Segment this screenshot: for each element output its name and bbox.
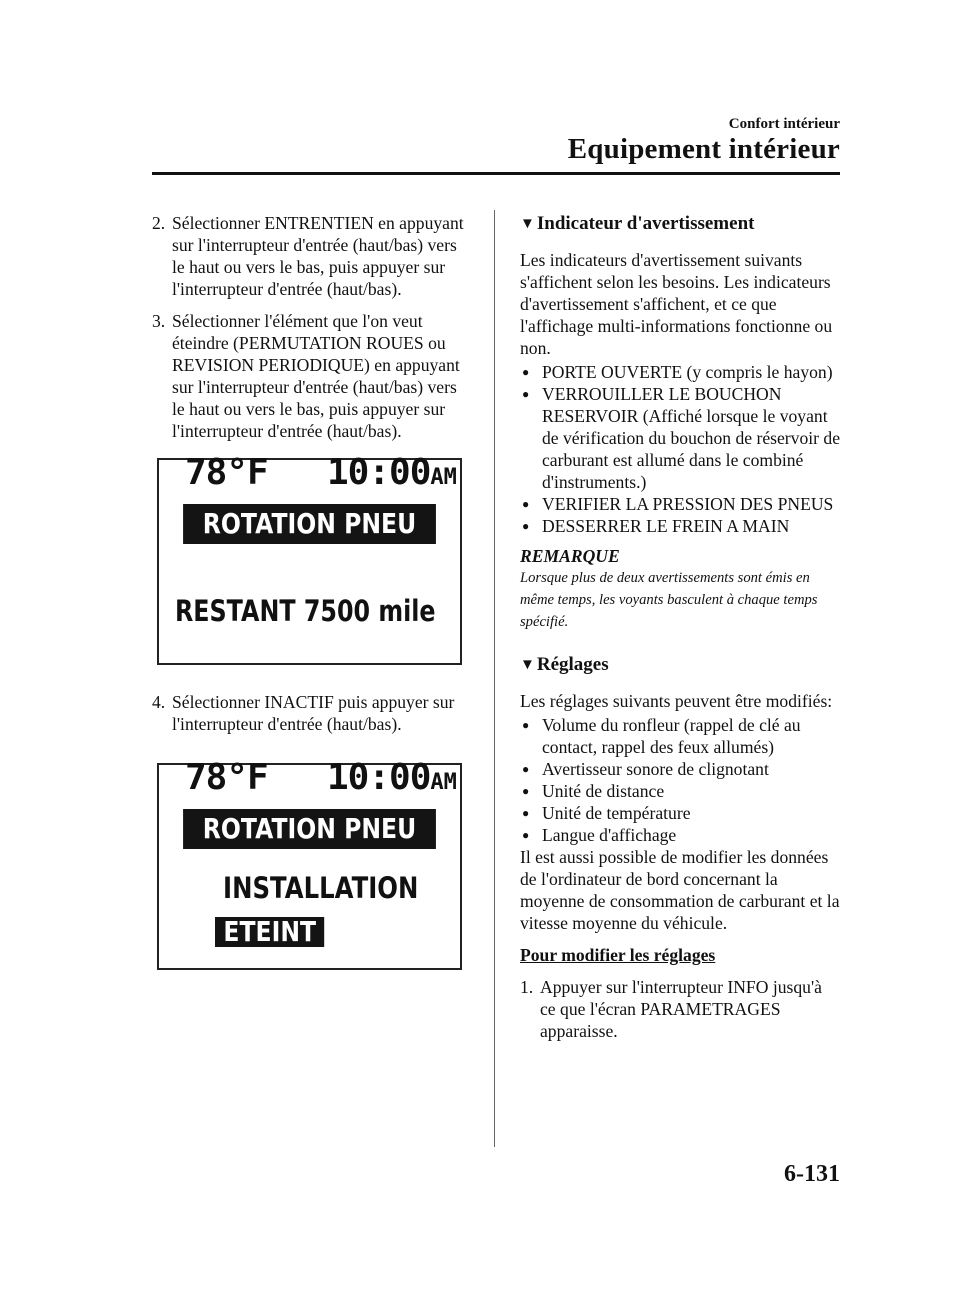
header-rule — [152, 172, 840, 175]
display-band: ROTATION PNEU — [183, 809, 436, 849]
display-off-badge: ETEINT — [215, 917, 324, 947]
bullet-icon: ● — [522, 806, 530, 820]
warning-intro: Les indicateurs d'avertissement suivants s'affichent selon les besoins. Les indicateurs d'avertissement s'affichent, et ce que l'affichage multi-informations fonctionne ou non. — [520, 250, 833, 358]
howto-heading: Pour modifier les réglages — [520, 945, 716, 965]
triangle-marker-icon: ▼ — [520, 216, 535, 232]
bullet-icon: ● — [522, 365, 530, 379]
bullet-icon: ● — [522, 497, 530, 511]
settings-list — [520, 714, 840, 846]
bullet-icon: ● — [522, 762, 530, 776]
display-temperature: 78°F — [185, 452, 268, 493]
step-4 — [152, 691, 470, 735]
list-item: ● DESSERRER LE FREIN A MAIN — [522, 516, 790, 536]
list-item: ● Avertisseur sonore de clignotant — [522, 759, 769, 779]
step-number: 1. — [520, 977, 534, 997]
bullet-icon: ● — [522, 718, 530, 732]
step-text: Appuyer sur l'interrupteur INFO jusqu'à ce que l'écran PARAMETRAGES apparaisse. — [540, 977, 822, 1041]
step-3 — [152, 310, 470, 442]
display-installation-line: INSTALLATION — [223, 871, 419, 905]
list-item: ● VERROUILLER LE BOUCHON RESERVOIR (Affiché lorsque le voyant de vérification du bouchon de réservoir de carburant est allumé dans le combiné d'instruments.) — [522, 384, 841, 492]
header-section-label: Confort intérieur — [728, 116, 840, 132]
display-remaining-line: RESTANT 7500 mile — [175, 594, 436, 628]
list-item: ● Unité de distance — [522, 781, 665, 801]
right-column — [520, 212, 840, 1052]
column-divider — [494, 210, 495, 1147]
list-item: ● VERIFIER LA PRESSION DES PNEUS — [522, 494, 834, 514]
bullet-icon: ● — [522, 519, 530, 533]
list-item: ● Unité de température — [522, 803, 691, 823]
display-time: 10:00 — [327, 452, 431, 493]
warning-heading: ▼ Indicateur d'avertissement — [520, 213, 755, 234]
triangle-marker-icon: ▼ — [520, 657, 535, 673]
display-band: ROTATION PNEU — [183, 504, 436, 544]
settings-intro: Les réglages suivants peuvent être modifiés: — [520, 691, 833, 711]
step-number: 4. — [152, 692, 166, 712]
bullet-icon: ● — [522, 387, 530, 401]
list-item: ● Langue d'affichage — [522, 825, 677, 845]
display-illustration-off — [157, 757, 462, 970]
display-ampm: AM — [430, 465, 457, 490]
display-clock — [327, 757, 457, 798]
remark-text: Lorsque plus de deux avertissements sont émis en même temps, les voyants basculent à chaque temps spécifié. — [520, 570, 818, 630]
step-2 — [152, 212, 470, 300]
settings-heading: ▼ Réglages — [520, 654, 609, 675]
step-number: 3. — [152, 311, 166, 331]
step-text: Sélectionner l'élément que l'on veut éteindre (PERMUTATION ROUES ou REVISION PERIODIQUE) en appuyant sur l'interrupteur d'entrée (haut/bas) vers le haut ou vers le bas, puis appuyer sur l'interrupteur d'entrée (haut/bas). — [172, 311, 460, 441]
display-ampm: AM — [430, 770, 457, 795]
step-number: 2. — [152, 213, 166, 233]
page-number: 6-131 — [784, 1161, 840, 1187]
bullet-icon: ● — [522, 828, 530, 842]
list-item: ● PORTE OUVERTE (y compris le hayon) — [522, 362, 833, 382]
left-column — [152, 212, 470, 970]
display-temperature: 78°F — [185, 757, 268, 798]
page-title: Equipement intérieur — [567, 133, 840, 165]
bullet-icon: ● — [522, 784, 530, 798]
display-clock — [327, 452, 457, 493]
display-illustration-remaining — [157, 452, 462, 665]
step-text: Sélectionner INACTIF puis appuyer sur l'interrupteur d'entrée (haut/bas). — [172, 692, 455, 734]
remark-title: REMARQUE — [520, 546, 620, 566]
settings-extra: Il est aussi possible de modifier les données de l'ordinateur de bord concernant la moyenne de consommation de carburant et la vitesse moyenne du véhicule. — [520, 847, 840, 933]
step-text: Sélectionner ENTRENTIEN en appuyant sur l'interrupteur d'entrée (haut/bas) vers le haut ou vers le bas, puis appuyer sur l'interrupteur d'entrée (haut/bas). — [172, 213, 464, 299]
warning-list — [520, 361, 840, 537]
list-item: ● Volume du ronfleur (rappel de clé au contact, rappel des feux allumés) — [522, 715, 801, 757]
display-time: 10:00 — [327, 757, 431, 798]
settings-step-1 — [520, 976, 840, 1042]
